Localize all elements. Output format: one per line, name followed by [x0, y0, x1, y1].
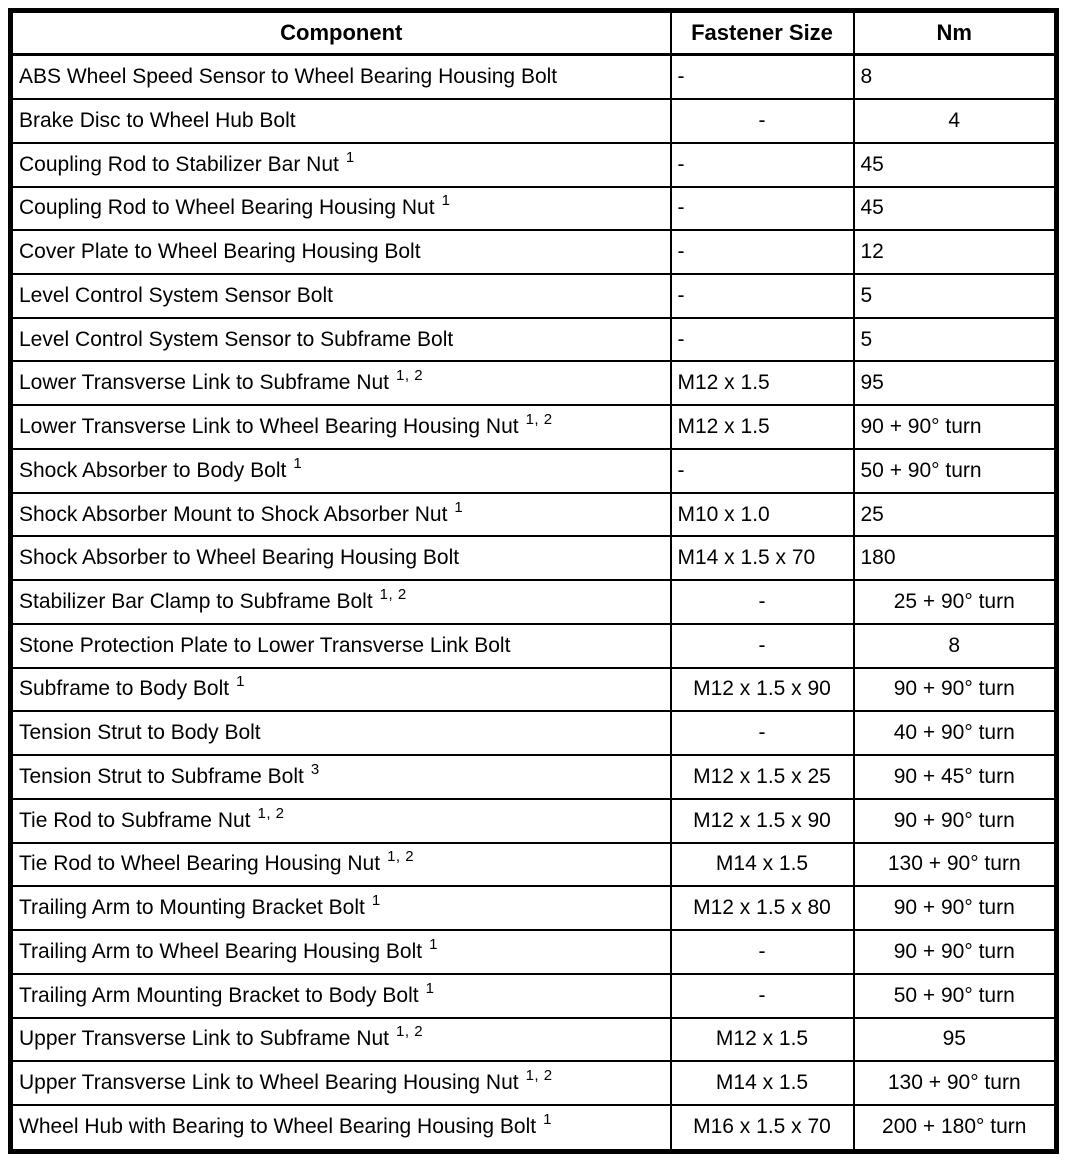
component-label: Trailing Arm to Wheel Bearing Housing Bolt [19, 939, 423, 963]
fastener-size-cell: M16 x 1.5 x 70 [671, 1105, 854, 1152]
fastener-size-cell: M12 x 1.5 x 90 [671, 668, 854, 712]
component-label: Wheel Hub with Bearing to Wheel Bearing Housing Bolt [19, 1115, 537, 1139]
component-label: Shock Absorber to Wheel Bearing Housing Bolt [19, 546, 460, 570]
torque-nm-cell: 200 + 180° turn [854, 1105, 1057, 1152]
fastener-size-cell: - [671, 580, 854, 624]
torque-nm-cell: 90 + 90° turn [854, 405, 1057, 449]
table-row [11, 711, 1057, 755]
table-row [11, 318, 1057, 362]
footnote-reference: 1, 2 [525, 1067, 553, 1085]
fastener-size-cell: M12 x 1.5 x 80 [671, 886, 854, 930]
table-body [11, 55, 1057, 1152]
table-row [11, 274, 1057, 318]
table-row [11, 99, 1057, 143]
fastener-size-cell: - [671, 187, 854, 231]
table-row [11, 1018, 1057, 1062]
footnote-reference: 1 [425, 979, 435, 997]
fastener-size-cell: M14 x 1.5 [671, 1061, 854, 1105]
component-cell [11, 930, 671, 974]
component-label: Lower Transverse Link to Wheel Bearing Housing Nut [19, 415, 519, 439]
component-cell [11, 974, 671, 1018]
component-label: Upper Transverse Link to Subframe Nut [19, 1027, 390, 1051]
fastener-size-cell: - [671, 624, 854, 668]
component-label: Tension Strut to Body Bolt [19, 721, 261, 745]
table-header [11, 11, 1057, 55]
table-row [11, 1105, 1057, 1152]
torque-nm-cell: 4 [854, 99, 1057, 143]
component-cell [11, 55, 671, 100]
footnote-reference: 1, 2 [257, 804, 285, 822]
component-cell [11, 361, 671, 405]
component-label: Level Control System Sensor to Subframe Bolt [19, 327, 454, 351]
fastener-size-cell: - [671, 930, 854, 974]
component-cell [11, 230, 671, 274]
fastener-size-cell: - [671, 99, 854, 143]
torque-nm-cell: 180 [854, 536, 1057, 580]
torque-nm-cell: 90 + 90° turn [854, 886, 1057, 930]
table-row [11, 1061, 1057, 1105]
footnote-reference: 1 [371, 892, 381, 910]
fastener-size-cell: - [671, 55, 854, 100]
component-cell [11, 668, 671, 712]
component-cell [11, 843, 671, 887]
torque-nm-cell: 5 [854, 318, 1057, 362]
table-row [11, 55, 1057, 100]
component-cell [11, 624, 671, 668]
component-cell [11, 799, 671, 843]
component-cell [11, 493, 671, 537]
component-label: Cover Plate to Wheel Bearing Housing Bolt [19, 240, 421, 264]
component-label: Stone Protection Plate to Lower Transverse Link Bolt [19, 633, 511, 657]
component-label: Subframe to Body Bolt [19, 677, 230, 701]
fastener-size-cell: M10 x 1.0 [671, 493, 854, 537]
column-header-nm: Nm [854, 11, 1057, 55]
component-cell [11, 536, 671, 580]
torque-nm-cell: 130 + 90° turn [854, 843, 1057, 887]
table-row [11, 230, 1057, 274]
table-row [11, 536, 1057, 580]
footnote-reference: 1, 2 [396, 1023, 424, 1041]
torque-nm-cell: 90 + 45° turn [854, 755, 1057, 799]
fastener-size-cell: - [671, 974, 854, 1018]
table-row [11, 843, 1057, 887]
torque-nm-cell: 40 + 90° turn [854, 711, 1057, 755]
component-cell [11, 886, 671, 930]
fastener-size-cell: M12 x 1.5 [671, 361, 854, 405]
component-cell [11, 99, 671, 143]
component-cell [11, 318, 671, 362]
table-row [11, 493, 1057, 537]
fastener-size-cell: M14 x 1.5 [671, 843, 854, 887]
component-label: Shock Absorber to Body Bolt [19, 458, 287, 482]
footnote-reference: 1 [454, 498, 464, 516]
component-cell [11, 143, 671, 187]
torque-nm-cell: 95 [854, 1018, 1057, 1062]
component-label: Brake Disc to Wheel Hub Bolt [19, 108, 296, 132]
component-label: Stabilizer Bar Clamp to Subframe Bolt [19, 590, 373, 614]
footnote-reference: 1, 2 [396, 367, 424, 385]
footnote-reference: 1 [441, 192, 451, 210]
footnote-reference: 1 [293, 454, 303, 472]
component-label: Tie Rod to Wheel Bearing Housing Nut [19, 852, 381, 876]
footnote-reference: 1, 2 [387, 848, 415, 866]
torque-nm-cell: 50 + 90° turn [854, 449, 1057, 493]
component-cell [11, 187, 671, 231]
table-row [11, 580, 1057, 624]
torque-nm-cell: 130 + 90° turn [854, 1061, 1057, 1105]
component-cell [11, 580, 671, 624]
table-row [11, 668, 1057, 712]
fastener-size-cell: - [671, 230, 854, 274]
table-row [11, 187, 1057, 231]
torque-nm-cell: 90 + 90° turn [854, 930, 1057, 974]
component-cell [11, 1105, 671, 1152]
torque-nm-cell: 45 [854, 143, 1057, 187]
column-header-component: Component [11, 11, 671, 55]
fastener-size-cell: - [671, 449, 854, 493]
table-row [11, 143, 1057, 187]
torque-nm-cell: 45 [854, 187, 1057, 231]
component-label: Coupling Rod to Stabilizer Bar Nut [19, 152, 339, 176]
component-cell [11, 711, 671, 755]
component-cell [11, 755, 671, 799]
component-cell [11, 274, 671, 318]
component-label: Level Control System Sensor Bolt [19, 283, 333, 307]
torque-nm-cell: 50 + 90° turn [854, 974, 1057, 1018]
fastener-size-cell: - [671, 274, 854, 318]
table-row [11, 361, 1057, 405]
torque-nm-cell: 8 [854, 624, 1057, 668]
component-cell [11, 405, 671, 449]
component-label: ABS Wheel Speed Sensor to Wheel Bearing Housing Bolt [19, 65, 558, 89]
footnote-reference: 3 [310, 760, 320, 778]
component-label: Upper Transverse Link to Wheel Bearing Housing Nut [19, 1071, 519, 1095]
torque-nm-cell: 12 [854, 230, 1057, 274]
component-label: Lower Transverse Link to Subframe Nut [19, 371, 390, 395]
torque-nm-cell: 25 [854, 493, 1057, 537]
component-label: Trailing Arm Mounting Bracket to Body Bolt [19, 983, 419, 1007]
table-row [11, 449, 1057, 493]
fastener-size-cell: M12 x 1.5 [671, 1018, 854, 1062]
footnote-reference: 1 [543, 1111, 552, 1129]
footnote-reference: 1, 2 [525, 411, 553, 429]
table-row [11, 755, 1057, 799]
component-cell [11, 1018, 671, 1062]
fastener-size-cell: M12 x 1.5 x 25 [671, 755, 854, 799]
fastener-size-cell: - [671, 143, 854, 187]
footnote-reference: 1 [345, 148, 355, 166]
component-label: Tension Strut to Subframe Bolt [19, 764, 304, 788]
torque-nm-cell: 8 [854, 55, 1057, 100]
column-header-fastener-size: Fastener Size [671, 11, 854, 55]
footnote-reference: 1, 2 [379, 586, 407, 604]
table-row [11, 886, 1057, 930]
torque-nm-cell: 25 + 90° turn [854, 580, 1057, 624]
fastener-size-cell: M12 x 1.5 x 90 [671, 799, 854, 843]
footnote-reference: 1 [429, 935, 438, 953]
table-row [11, 405, 1057, 449]
torque-nm-cell: 90 + 90° turn [854, 668, 1057, 712]
torque-spec-table [8, 8, 1059, 1154]
header-row [11, 11, 1057, 55]
fastener-size-cell: - [671, 318, 854, 362]
table-row [11, 799, 1057, 843]
component-label: Trailing Arm to Mounting Bracket Bolt [19, 896, 365, 920]
footnote-reference: 1 [236, 673, 245, 691]
component-label: Tie Rod to Subframe Nut [19, 808, 251, 832]
component-cell [11, 1061, 671, 1105]
fastener-size-cell: M14 x 1.5 x 70 [671, 536, 854, 580]
component-label: Coupling Rod to Wheel Bearing Housing Nut [19, 196, 435, 220]
fastener-size-cell: - [671, 711, 854, 755]
component-cell [11, 449, 671, 493]
torque-nm-cell: 95 [854, 361, 1057, 405]
fastener-size-cell: M12 x 1.5 [671, 405, 854, 449]
torque-nm-cell: 90 + 90° turn [854, 799, 1057, 843]
table-row [11, 974, 1057, 1018]
table-row [11, 624, 1057, 668]
table-row [11, 930, 1057, 974]
component-label: Shock Absorber Mount to Shock Absorber Nut [19, 502, 448, 526]
torque-nm-cell: 5 [854, 274, 1057, 318]
